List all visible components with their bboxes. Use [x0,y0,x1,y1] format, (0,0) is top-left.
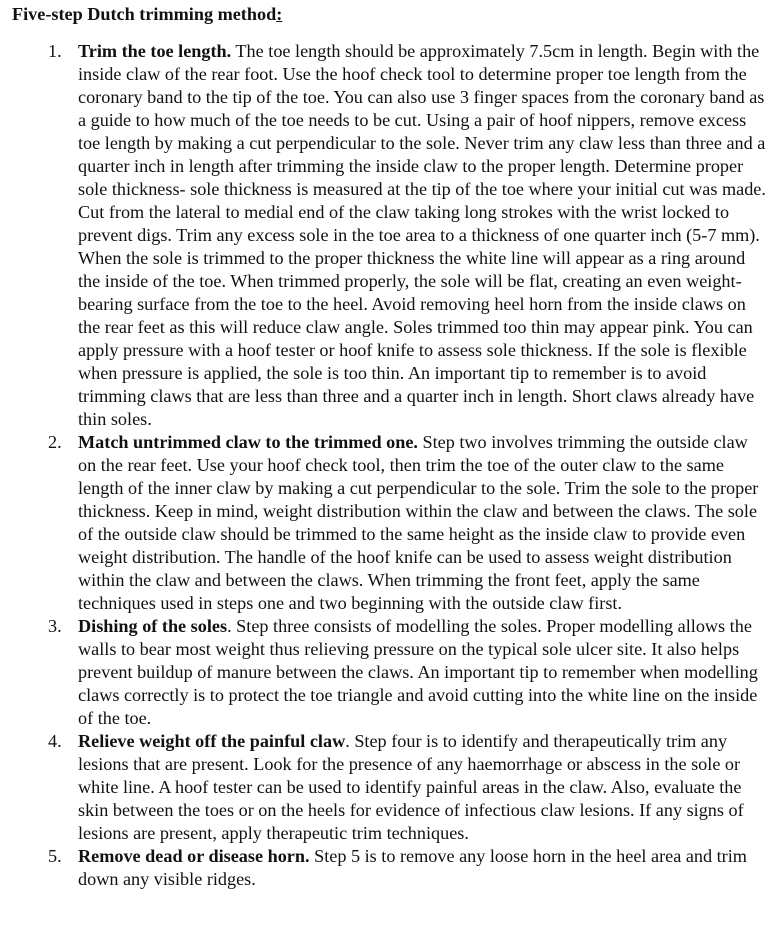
list-item-step-2 [0,431,782,615]
step-text: Step 5 is to remove any loose horn in the heel area and trim down any visible ridges. [78,846,747,889]
step-body [78,40,768,431]
steps-list [0,40,782,891]
step-text: . Step four is to identify and therapeutically trim any lesions that are present. Look for the presence of any haemorrhage or abscess in the sole or white line. A hoof tester can be used to identify painful areas in the claw. Also, evaluate the skin between the toes or on the heels for evidence of infectious claw lesions. If any signs of lesions are present, apply therapeutic trim techniques. [78,731,744,843]
step-body [78,615,768,730]
step-body [78,431,768,615]
step-title: Relieve weight off the painful claw [78,731,346,751]
list-item-step-4 [0,730,782,845]
step-text: The toe length should be approximately 7.5cm in length. Begin with the inside claw of the rear foot. Use the hoof check tool to determine proper toe length from the coronary band to the tip of the toe. You can also use 3 finger spaces from the coronary band as a guide to how much of the toe needs to be cut. Using a pair of hoof nippers, remove excess toe length by making a cut perpendicular to the sole. Never trim any claw less than three and a quarter inch in length after trimming the inside claw to the proper length. Determine proper sole thickness- sole thickness is measured at the tip of the toe where your initial cut was made. Cut from the lateral to medial end of the claw taking long strokes with the wrist locked to prevent digs. Trim any excess sole in the toe area to a thickness of one quarter inch (5-7 mm). When the sole is trimmed to the proper thickness the white line will appear as a ring around the inside of the toe. When trimmed properly, the sole will be flat, creating an even weight-bearing surface from the toe to the heel. Avoid removing heel horn from the inside claws on the rear feet as this will reduce claw angle. Soles trimmed too thin may appear pink. You can apply pressure with a hoof tester or hoof knife to assess sole thickness. If the sole is flexible when pressure is applied, the sole is too thin. An important tip to remember is to avoid trimming claws that are less than three and a quarter inch in length. Short claws already have thin soles. [78,41,766,429]
step-text: . Step three consists of modelling the soles. Proper modelling allows the walls to bear most weight thus relieving pressure on the typical sole ulcer site. It also helps prevent buildup of manure between the claws. An important tip to remember when modelling claws correctly is to protect the toe triangle and avoid cutting into the white line on the inside of the toe. [78,616,758,728]
list-item-step-5 [0,845,782,891]
step-number: 3. [48,616,62,636]
list-item-step-3 [0,615,782,730]
step-number: 1. [48,41,62,61]
step-body [78,845,768,891]
document-heading [12,3,282,26]
step-title: Remove dead or disease horn. [78,846,310,866]
step-title: Match untrimmed claw to the trimmed one. [78,432,418,452]
step-title: Dishing of the soles [78,616,228,636]
step-body [78,730,768,845]
step-number: 5. [48,846,62,866]
step-number: 4. [48,731,62,751]
step-title: Trim the toe length. [78,41,232,61]
list-item-step-1 [0,40,782,431]
step-number: 2. [48,432,62,452]
heading-colon: : [276,4,283,24]
step-text: Step two involves trimming the outside claw on the rear feet. Use your hoof check tool, then trim the toe of the outer claw to the same length of the inner claw by making a cut perpendicular to the sole. Trim the sole to the proper thickness. Keep in mind, weight distribution within the claw and between the claws. The sole of the outside claw should be trimmed to the same height as the inside claw to provide even weight distribution. The handle of the hoof knife can be used to assess weight distribution within the claw and between the claws. When trimming the front feet, apply the same techniques used in steps one and two beginning with the outside claw first. [78,432,759,613]
heading-text: Five-step Dutch trimming method [12,4,277,24]
